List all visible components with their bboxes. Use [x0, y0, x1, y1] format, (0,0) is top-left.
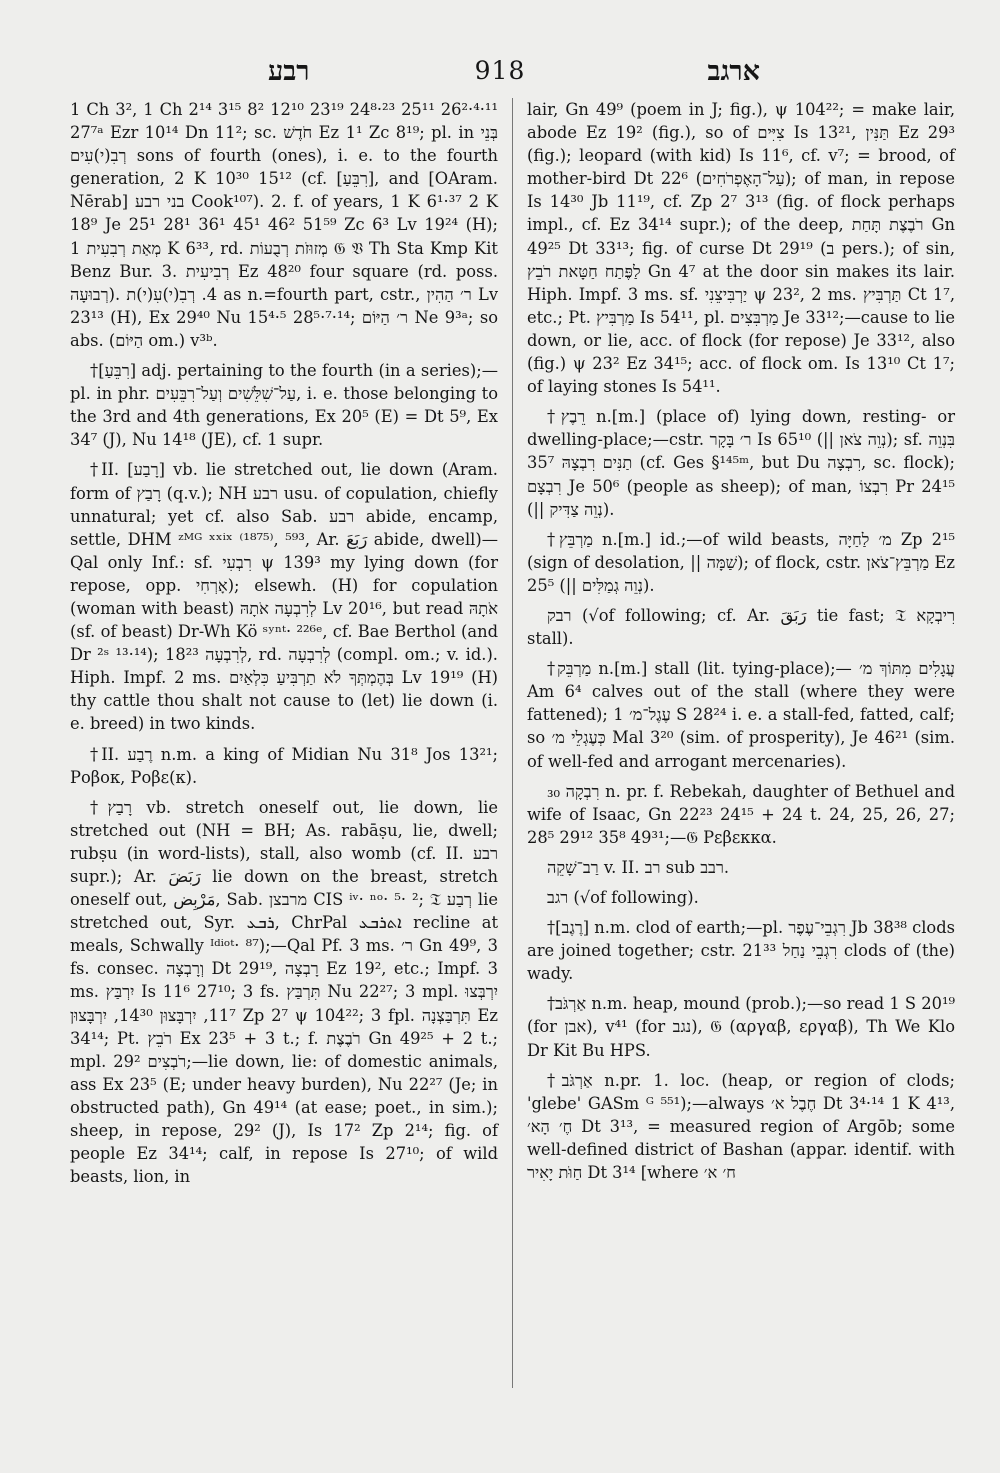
running-head-right: ארגב	[707, 56, 760, 87]
entry-ribbea-adj: †[רִבֵּעַ] adj. pertaining to the fourth (in a series);—pl. in phr. עַל־שִׁלֵּשִׁים וְעַל־רִבֵּעִים, i. e. those belonging to the 3rd and 4th generations, Ex 20⁵ (E) = Dt 5⁹, Ex 34⁷ (J), Nu 14¹⁸ (JE), cf. 1 supr.	[70, 361, 498, 450]
running-head-left: רבע	[268, 56, 310, 87]
entry-argob-noun: †אַרְגֹּב n.m. heap, mound (prob.);—so read 1 S 20¹⁹ (for אבן), v⁴¹ (for נגב), 𝔊 (αργαβ, εργαβ), Th We Klo Dr Kit Bu HPS.	[527, 994, 955, 1060]
entry-rabha-verb: †II. [רָבַע] vb. lie stretched out, lie down (Aram. form of רָבַץ (q.v.); NH רבע usu. of copulation, chiefly unnatural; yet cf. also Sab. רבע abide, encamp, settle, DHM ᶻᴹᴳ ˣˣⁱˣ ⁽¹⁸⁷⁵⁾, ⁵⁹³, Ar. رَبَعَ abide, dwell)—Qal only Inf.: sf. רִבְעִי ψ 139³ my lying down (for repose, opp. אָרְחִי); elsewh. (H) for copulation (woman with beast) לְרִבְעָה אֹתָהּ Lv 20¹⁶, but read אֹתָהּ (sf. of beast) Dr-Wh Kö ˢʸⁿᵗ· ²²⁶ᵉ, cf. Bae Berthol (and Dr ²ˢ ¹³·¹⁴); לְרִבְעָה 18²³, rd. לְרִבְעָה (compl. om.; v. id.). Hiph. Impf. 2 ms. בְּהֶמְתְּךָ לֹא תַרְבִּיעַ כִּלְאַיִם Lv 19¹⁹ (H) thy cattle thou shalt not cause to (let) lie down (i. e. breed) in two kinds.	[70, 460, 499, 734]
entry-continuation: 1 Ch 3², 1 Ch 2¹⁴ 3¹⁵ 8² 12¹⁰ 23¹⁹ 24⁸·²³ 25¹¹ 26²·⁴·¹¹ 27⁷ᵃ Ezr 10¹⁴ Dn 11²; sc. חֹדֶשׁ Ez 1¹ Zc 8¹⁹; pl. in בְּנֵי רְבִ(י)עִים sons of fourth (ones), i. e. to the fourth generation, 2 K 10³⁰ 15¹² (cf. [רִבֵּעַ], and [OAram. Nērab] בני רבע Cook¹⁰⁷). 2. f. of years, 1 K 6¹·³⁷ 2 K 18⁹ Je 25¹ 28¹ 36¹ 45¹ 46² 51⁵⁹ Zc 6³ Lv 19²⁴ (H); מְאַת רְבִעִית 1 K 6³³, rd. מְזוּזֹת רְבֻעוֹת 𝔊 𝔙 Th Sta Kmp Kit Benz Bur. 3. רְבִיעִית Ez 48²⁰ four square (rd. poss. רְבוּעָה). 4. רְבִ(י)עִ(י)ת as n.=fourth part, cstr., ר׳ הַהִין Lv 23¹³ (H), Ex 29⁴⁰ Nu 15⁴·⁵ 28⁵·⁷·¹⁴; ר׳ הַיּוֹם Ne 9³ᵃ; so abs. (הַיּוֹם om.) v³ᵇ.	[70, 100, 499, 350]
column-divider	[512, 98, 513, 1388]
entry-marbes: †מַרְבֵּץ n.[m.] id.;—of wild beasts, מ׳ לַחַיָּה Zp 2¹⁵ (sign of desolation, || שַׁמָּה); of flock, cstr. מַרְבֵּץ־צֹאן Ez 25⁵ (|| נְוֵה גְמַלִּים).	[527, 529, 956, 595]
entry-marbeq: †מַרְבֵּק n.[m.] stall (lit. tying-place);— עֲגָלִים מִתּוֹךְ מ׳ Am 6⁴ calves out of the stall (where they were fattened); עֶגֶל־מ׳ 1 S 28²⁴ i. e. a stall-fed, fatted, calf; so כְּעֶגְלֵי מ׳ Mal 3²⁰ (sim. of prosperity), Je 46²¹ (sim. of well-fed and arrogant mercenaries).	[527, 659, 956, 771]
entry-regeb: †[רֶגֶב] n.m. clod of earth;—pl. רִגְבֵי־עֶפֶר Jb 38³⁸ clods are joined together; cstr. רִגְבֵי נַחַל 21³³ clods of (the) wady.	[527, 918, 955, 984]
entry-ribqah: רִבְקָה ₃₀ n. pr. f. Rebekah, daughter of Bethuel and wife of Isaac, Gn 22²³ 24¹⁵ + 24 t. 24, 25, 26, 27; 28⁵ 29¹² 35⁸ 49³¹;—𝔊 Ρεβεκκα.	[527, 781, 956, 847]
page-header	[40, 56, 960, 92]
entry-continuation: lair, Gn 49⁹ (poem in J; fig.), ψ 104²²; = make lair, abode Ez 19² (fig.), so of צִיִּים Is 13²¹, תַּנִּין Ez 29³ (fig.); leopard (with kid) Is 11⁶, cf. v⁷; = brood, of mother-bird Dt 22⁶ (עַל־הָאֶפְרֹחִים); of man, in repose Is 14³⁰ Jb 11¹⁹, cf. Zp 2⁷ 3¹³ (fig. of flock perhaps impl., cf. Ez 34¹⁴ supr.); of the deep, רֹבֶצֶת תָּחַת Gn 49²⁵ Dt 33¹³; fig. of curse Dt 29¹⁹ (ב pers.); of sin, לַפֶּתַח חַטָּאת רֹבֵץ Gn 4⁷ at the door sin makes its lair. Hiph. Impf. 3 ms. sf. יַרְבִּיצֵנִי ψ 23², 2 ms. תַּרְבִּיץ Ct 1⁷, etc.; Pt. מַרְבִּיץ Is 54¹¹, pl. מַרְבִּצִים Je 33¹²;—cause to lie down, or lie, acc. of flock (for repose) Je 33¹², also (fig.) ψ 23² Ez 34¹⁵; acc. of flock om. Is 13¹⁰ Ct 1⁷; of laying stones Is 54¹¹.	[527, 100, 956, 397]
left-column	[70, 98, 498, 1195]
right-column	[527, 98, 955, 1191]
entry-rabas-verb: †רָבַץ vb. stretch oneself out, lie down, lie stretched out (NH = BH; As. rabāṣu, lie, dwell; rubṣu (in word-lists), stall, also womb (cf. II. רבע supr.); Ar. رَبَضَ lie down on the breast, stretch oneself out, مَرْبِض, Sab. מרבצן CIS ⁱᵛ· ⁿᵒ· ⁵· ²; 𝔗 רְבַע lie stretched out, Syr. ܪܒܥ, ChrPal ܐܬܪܒܥ recline at meals, Schwally ᴵᵈⁱᵒᵗ· ⁸⁷);—Qal Pf. 3 ms. ר׳ Gn 49⁹, 3 fs. consec. וְרָבְצָה Dt 29¹⁹, רָבְצָה Ez 19², etc.; Impf. 3 ms. יִרְבַּץ Is 11⁶ 27¹⁰; 3 fs. תִּרְבַּץ Nu 22²⁷; 3 mpl. יִרְבְּצוּ 11⁷, יִרְבָּצוּן 14³⁰, יִרְבָּצוּן Zp 2⁷ ψ 104²²; 3 fpl. תִּרְבַּצְנָה Ez 34¹⁴; Pt. רֹבֵץ Ex 23⁵ + 3 t.; f. רֹבֶצֶת Gn 49²⁵ + 2 t.; mpl. רֹבְצִים 29²;—lie down, lie: of domestic animals, ass Ex 23⁵ (E; under heavy burden), Nu 22²⁷ (Je; in obstructed path), Gn 49¹⁴ (at ease; poet., in sim.); sheep, in repose, 29² (J), Is 17² Zp 2¹⁴; fig. of people Ez 34¹⁴; calf, in repose Is 27¹⁰; of wild beasts, lion, in	[70, 797, 499, 1187]
page-number: 918	[474, 56, 526, 85]
entry-argob-proper: †אַרְגֹּב n.pr. 1. loc. (heap, or region of clods; 'glebe' GASm ᴳ ⁵⁵¹);—always חֶבֶל א׳ Dt 3⁴·¹⁴ 1 K 4¹³, חֶ׳ הָא׳ Dt 3¹³, = measured region of Argōb; some well-defined district of Bashan (appar. identif. with חַוֹּת יָאִיר Dt 3¹⁴ [where ח׳ א׳	[527, 1070, 956, 1183]
entry-reba-king: †II. רֶבַע n.m. a king of Midian Nu 31⁸ Jos 13²¹; Ροβοκ, Ροβε(κ).	[70, 744, 498, 787]
root-rbq: רבק (√of following; cf. Ar. رَبَقَ tie fast; 𝔗 רִיבְקָא stall).	[527, 605, 956, 649]
root-rgb: רגב (√of following).	[547, 888, 699, 907]
entry-rab-shaqeh: רַב־שָׁקֵה v. II. רב sub רבב.	[547, 857, 730, 877]
entry-rebes: †רֵבֶץ n.[m.] (place of) lying down, resting- or dwelling-place;—cstr. ר׳ בָּקָר Is 65¹⁰ (|| נְוֵה צֹאן); sf. בִּנְוֵה תַנִּים רִבְצָהּ 35⁷ (cf. Ges §¹⁴⁵ᵐ, but Du רִבְצָה, sc. flock); רִבְצָם Je 50⁶ (people as sheep); of man, רִבְצוֹ Pr 24¹⁵ (|| נְוֵה צַדִּיק).	[527, 407, 956, 519]
